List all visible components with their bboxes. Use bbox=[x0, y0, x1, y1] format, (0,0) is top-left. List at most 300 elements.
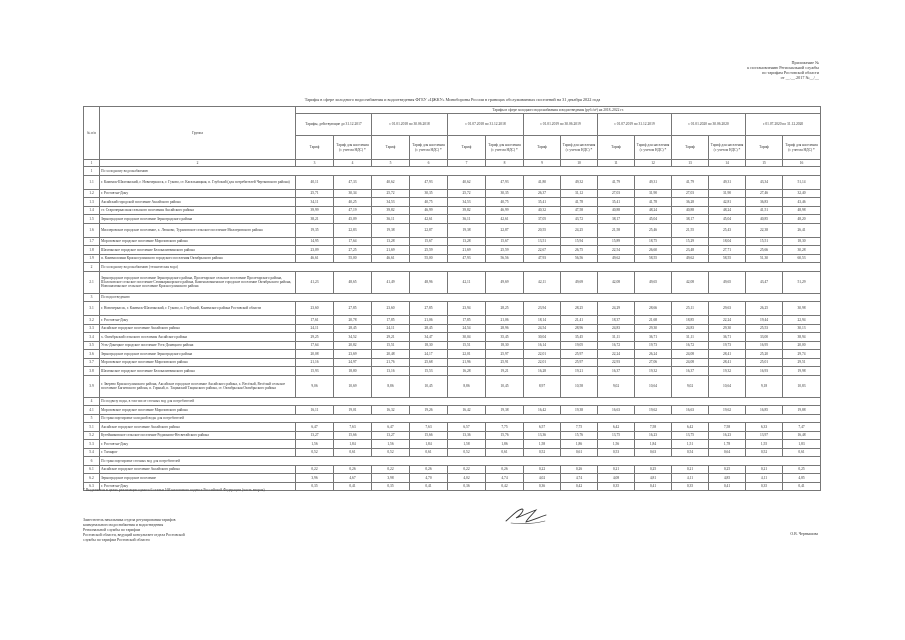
population-tariff-cell: 42,81 bbox=[709, 198, 746, 207]
population-tariff-cell: 49,31 bbox=[709, 175, 746, 189]
subheader-tariff: Тариф bbox=[598, 136, 635, 160]
tariff-cell: 18,14 bbox=[524, 316, 561, 325]
tariff-cell: 17,85 bbox=[448, 316, 486, 325]
population-tariff-cell: 0,25 bbox=[783, 465, 821, 474]
population-tariff-cell: 15,66 bbox=[334, 431, 372, 440]
table-row bbox=[84, 406, 821, 415]
tariff-cell: 3,96 bbox=[296, 474, 334, 483]
population-tariff-cell: 4,74 bbox=[561, 474, 598, 483]
tariff-cell: 19,44 bbox=[746, 316, 783, 325]
population-tariff-cell: 22,24 bbox=[709, 316, 746, 325]
population-tariff-cell: 45,04 bbox=[709, 215, 746, 224]
population-tariff-cell: 36,71 bbox=[635, 333, 672, 342]
tariff-cell: 43,34 bbox=[746, 175, 783, 189]
row-name: Морозовское городское поселение Морозовского района bbox=[100, 237, 296, 246]
population-tariff-cell: 1,86 bbox=[486, 440, 524, 449]
tariff-cell: 17,85 bbox=[372, 316, 410, 325]
tariff-cell: 9,02 bbox=[672, 375, 709, 397]
table-row bbox=[84, 440, 821, 449]
column-number: 6 bbox=[410, 160, 448, 167]
row-number: 3.2 bbox=[84, 316, 100, 325]
row-name: г. Таганрог bbox=[100, 448, 296, 457]
tariff-cell: 16,72 bbox=[598, 341, 635, 350]
tariff-cell: 40,62 bbox=[372, 175, 410, 189]
subheader-tariff: Тариф bbox=[448, 136, 486, 160]
tariff-cell: 4,11 bbox=[672, 474, 709, 483]
population-tariff-cell: 29,74 bbox=[783, 350, 821, 359]
row-number: 1.1 bbox=[84, 175, 100, 189]
tariff-cell: 51,30 bbox=[746, 254, 783, 263]
header-period: с 01.07.2018 по 31.12.2018 bbox=[448, 114, 524, 136]
tariff-cell: 38,17 bbox=[672, 215, 709, 224]
population-tariff-cell: 56,56 bbox=[486, 254, 524, 263]
tariff-cell: 15,51 bbox=[448, 341, 486, 350]
population-tariff-cell: 18,80 bbox=[334, 367, 372, 376]
population-tariff-cell: 20,78 bbox=[334, 316, 372, 325]
population-tariff-cell: 28,25 bbox=[561, 302, 598, 316]
row-number: 1.5 bbox=[84, 215, 100, 224]
population-tariff-cell: 15,94 bbox=[561, 237, 598, 246]
section-row bbox=[84, 414, 821, 423]
population-tariff-cell: 15,67 bbox=[410, 237, 448, 246]
column-number: 9 bbox=[524, 160, 561, 167]
table-row bbox=[84, 431, 821, 440]
tariff-cell: 0,21 bbox=[746, 465, 783, 474]
tariff-cell: 25,71 bbox=[296, 189, 334, 198]
tariff-cell: 30,04 bbox=[448, 333, 486, 342]
population-tariff-cell: 15,76 bbox=[561, 431, 598, 440]
population-tariff-cell: 19,32 bbox=[635, 367, 672, 376]
column-number: 12 bbox=[635, 160, 672, 167]
tariff-cell: 13,36 bbox=[448, 431, 486, 440]
table-row bbox=[84, 341, 821, 350]
tariff-cell: 40,88 bbox=[672, 206, 709, 215]
table-row bbox=[84, 448, 821, 457]
row-number: 5.4 bbox=[84, 448, 100, 457]
population-tariff-cell: 16,23 bbox=[709, 431, 746, 440]
tariff-cell: 36,83 bbox=[746, 198, 783, 207]
population-tariff-cell: 25,97 bbox=[561, 358, 598, 367]
tariff-cell: 6,57 bbox=[524, 423, 561, 432]
tariff-cell: 13,27 bbox=[372, 431, 410, 440]
section-row bbox=[84, 293, 821, 302]
header-period: с 01.01.2020 по 30.06.2020 bbox=[672, 114, 746, 136]
table-row bbox=[84, 271, 821, 293]
population-tariff-cell: 34,47 bbox=[410, 333, 448, 342]
tariff-cell: 16,28 bbox=[448, 367, 486, 376]
tariff-cell: 40,62 bbox=[448, 175, 486, 189]
population-tariff-cell: 31,12 bbox=[561, 189, 598, 198]
population-tariff-cell: 29,51 bbox=[783, 358, 821, 367]
tariff-cell: 25,72 bbox=[372, 189, 410, 198]
population-tariff-cell: 43,72 bbox=[561, 215, 598, 224]
tariff-cell: 33,00 bbox=[746, 333, 783, 342]
row-number: 1.6 bbox=[84, 223, 100, 237]
row-name: Миллеровское городское поселение, х. Леоново, Туриловское сельское поселение Миллеровского района bbox=[100, 223, 296, 237]
tariff-cell: 49,62 bbox=[598, 254, 635, 263]
tariff-cell: 42,08 bbox=[598, 271, 635, 293]
row-name: г. Ростов-на-Дону bbox=[100, 189, 296, 198]
tariff-cell: 16,37 bbox=[672, 367, 709, 376]
tariff-cell: 39,82 bbox=[372, 206, 410, 215]
tariff-cell: 15,51 bbox=[746, 237, 783, 246]
tariff-cell: 24,54 bbox=[524, 324, 561, 333]
tariff-cell: 25,66 bbox=[746, 246, 783, 255]
tariff-cell: 26,25 bbox=[746, 302, 783, 316]
population-tariff-cell: 30,28 bbox=[783, 246, 821, 255]
tariff-cell: 23,60 bbox=[296, 302, 334, 316]
appendix-line: по тарифам Ростовской области bbox=[762, 70, 819, 76]
tariff-cell: 47,93 bbox=[448, 254, 486, 263]
population-tariff-cell: 1,86 bbox=[561, 440, 598, 449]
table-row bbox=[84, 465, 821, 474]
tariff-cell: 16,85 bbox=[746, 406, 783, 415]
tariff-cell: 20,08 bbox=[296, 350, 334, 359]
tariff-cell: 24,11 bbox=[372, 324, 410, 333]
population-tariff-cell: 55,00 bbox=[410, 254, 448, 263]
tariff-cell: 30,04 bbox=[524, 333, 561, 342]
subheader-population-tariff: Тариф для населения (с учетом НДС) * bbox=[783, 136, 821, 160]
row-name: По подвозу воды, в том числе сточных вод для потребителей bbox=[100, 397, 821, 406]
population-tariff-cell: 31,90 bbox=[709, 189, 746, 198]
tariff-cell: 40,88 bbox=[598, 206, 635, 215]
population-tariff-cell: 48,65 bbox=[334, 271, 372, 293]
tariff-cell: 20,48 bbox=[372, 350, 410, 359]
population-tariff-cell: 0,61 bbox=[410, 448, 448, 457]
tariff-cell: 39,99 bbox=[296, 206, 334, 215]
tariff-cell: 21,69 bbox=[372, 246, 410, 255]
tariff-cell: 1,56 bbox=[372, 440, 410, 449]
tariff-cell: 19,35 bbox=[296, 223, 334, 237]
column-number: 10 bbox=[561, 160, 598, 167]
population-tariff-cell: 25,97 bbox=[561, 350, 598, 359]
appendix-line: Приложение № bbox=[791, 60, 819, 65]
row-name: Зерноградское городское поселение bbox=[100, 474, 296, 483]
row-number: 1.7 bbox=[84, 237, 100, 246]
population-tariff-cell: 19,05 bbox=[561, 341, 598, 350]
population-tariff-cell: 24,25 bbox=[561, 223, 598, 237]
row-name: Морозовское городское поселение Морозовского района bbox=[100, 406, 296, 415]
table-row bbox=[84, 316, 821, 325]
row-name: По транспортировке сточных вод для потребителей bbox=[100, 457, 821, 466]
tariff-cell: 0,35 bbox=[296, 482, 334, 491]
tariff-cell: 35,41 bbox=[598, 198, 635, 207]
table-row bbox=[84, 367, 821, 376]
population-tariff-cell: 0,41 bbox=[334, 482, 372, 491]
column-number: 14 bbox=[709, 160, 746, 167]
tariff-cell: 41,79 bbox=[598, 175, 635, 189]
column-number: 7 bbox=[448, 160, 486, 167]
tariff-cell: 22,01 bbox=[524, 350, 561, 359]
tariff-cell: 29,21 bbox=[372, 333, 410, 342]
tariff-cell: 34,53 bbox=[372, 198, 410, 207]
population-tariff-cell: 4,85 bbox=[783, 474, 821, 483]
tariff-cell: 36,11 bbox=[372, 215, 410, 224]
population-tariff-cell: 1,84 bbox=[334, 440, 372, 449]
table-row bbox=[84, 350, 821, 359]
population-tariff-cell: 1,83 bbox=[783, 440, 821, 449]
population-tariff-cell: 0,41 bbox=[410, 482, 448, 491]
population-tariff-cell: 47,93 bbox=[410, 175, 448, 189]
population-tariff-cell: 49,31 bbox=[635, 175, 672, 189]
row-name: г. Ростов-на-Дону bbox=[100, 482, 296, 491]
header-period: с 01.01.2019 по 30.06.2019 bbox=[524, 114, 598, 136]
tariff-cell: 15,93 bbox=[296, 367, 334, 376]
row-number: 2.1 bbox=[84, 271, 100, 293]
column-number: 13 bbox=[672, 160, 709, 167]
population-tariff-cell: 16,48 bbox=[783, 431, 821, 440]
tariff-cell: 40,32 bbox=[524, 206, 561, 215]
population-tariff-cell: 20,82 bbox=[334, 341, 372, 350]
row-name: г. Ростов-на-Дону bbox=[100, 440, 296, 449]
population-tariff-cell: 7,58 bbox=[709, 423, 746, 432]
population-tariff-cell: 45,04 bbox=[635, 215, 672, 224]
population-tariff-cell: 10,45 bbox=[410, 375, 448, 397]
row-number: 1.3 bbox=[84, 198, 100, 207]
header-period: с 01.01.2018 по 30.06.2018 bbox=[372, 114, 448, 136]
population-tariff-cell: 43,46 bbox=[783, 198, 821, 207]
population-tariff-cell: 42,61 bbox=[410, 215, 448, 224]
population-tariff-cell: 18,30 bbox=[410, 341, 448, 350]
population-tariff-cell: 1,84 bbox=[410, 440, 448, 449]
tariff-cell: 37,05 bbox=[524, 215, 561, 224]
population-tariff-cell: 0,26 bbox=[561, 465, 598, 474]
population-tariff-cell: 25,97 bbox=[486, 350, 524, 359]
population-tariff-cell: 18,30 bbox=[486, 341, 524, 350]
tariff-cell: 36,11 bbox=[448, 215, 486, 224]
tariff-cell: 16,37 bbox=[598, 367, 635, 376]
population-tariff-cell: 0,26 bbox=[486, 465, 524, 474]
tariff-cell: 29,25 bbox=[296, 333, 334, 342]
tariff-cell: 1,51 bbox=[672, 440, 709, 449]
table-row bbox=[84, 324, 821, 333]
tariff-cell: 25,11 bbox=[672, 302, 709, 316]
tariff-cell: 22,93 bbox=[598, 358, 635, 367]
population-tariff-cell: 0,26 bbox=[334, 465, 372, 474]
tariff-cell: 24,83 bbox=[672, 324, 709, 333]
population-tariff-cell: 48,24 bbox=[709, 206, 746, 215]
table-row bbox=[84, 474, 821, 483]
table-row bbox=[84, 215, 821, 224]
population-tariff-cell: 38,94 bbox=[783, 333, 821, 342]
tariff-cell: 25,72 bbox=[448, 189, 486, 198]
tariff-cell: 15,51 bbox=[372, 341, 410, 350]
population-tariff-cell: 27,25 bbox=[334, 246, 372, 255]
population-tariff-cell: 49,65 bbox=[709, 271, 746, 293]
tariff-cell: 38,17 bbox=[598, 215, 635, 224]
row-name: г. Ростов-на-Дону bbox=[100, 316, 296, 325]
tariff-cell: 41,79 bbox=[672, 175, 709, 189]
subheader-tariff: Тариф bbox=[746, 136, 783, 160]
population-tariff-cell: 0,25 bbox=[709, 465, 746, 474]
population-tariff-cell: 23,69 bbox=[334, 350, 372, 359]
row-name: Аксайское городское поселение Аксайского района bbox=[100, 324, 296, 333]
row-name: Кутейниковское сельское поселение Родионово-Несветайского района bbox=[100, 431, 296, 440]
population-tariff-cell: 19,62 bbox=[635, 406, 672, 415]
tariff-cell: 24,08 bbox=[672, 358, 709, 367]
tariff-cell: 42,08 bbox=[672, 271, 709, 293]
tariff-cell: 0,53 bbox=[598, 448, 635, 457]
population-tariff-cell: 18,30 bbox=[783, 237, 821, 246]
row-number: 3.4 bbox=[84, 333, 100, 342]
population-tariff-cell: 47,93 bbox=[486, 175, 524, 189]
column-number: 11 bbox=[598, 160, 635, 167]
tariff-cell: 24,54 bbox=[448, 324, 486, 333]
population-tariff-cell: 24,17 bbox=[410, 350, 448, 359]
table-row bbox=[84, 333, 821, 342]
population-tariff-cell: 19,21 bbox=[561, 367, 598, 376]
population-tariff-cell: 30,35 bbox=[410, 189, 448, 198]
population-tariff-cell: 48,24 bbox=[635, 206, 672, 215]
population-tariff-cell: 10,58 bbox=[561, 375, 598, 397]
row-number: 3.5 bbox=[84, 341, 100, 350]
table-row bbox=[84, 189, 821, 198]
population-tariff-cell: 4,74 bbox=[486, 474, 524, 483]
tariff-cell: 13,75 bbox=[598, 431, 635, 440]
population-tariff-cell: 28,41 bbox=[709, 358, 746, 367]
tariff-cell: 23,48 bbox=[672, 246, 709, 255]
population-tariff-cell: 22,87 bbox=[486, 223, 524, 237]
population-tariff-cell: 19,26 bbox=[410, 406, 448, 415]
row-name: Зерноградское городское поселение Зерноградского района bbox=[100, 350, 296, 359]
population-tariff-cell: 0,61 bbox=[486, 448, 524, 457]
population-tariff-cell: 7,47 bbox=[783, 423, 821, 432]
population-tariff-cell: 36,71 bbox=[709, 333, 746, 342]
appendix-block bbox=[649, 60, 819, 80]
population-tariff-cell: 0,42 bbox=[561, 482, 598, 491]
tariff-cell: 0,35 bbox=[372, 482, 410, 491]
tariff-cell: 36,28 bbox=[672, 198, 709, 207]
population-tariff-cell: 49,69 bbox=[486, 271, 524, 293]
population-tariff-cell: 22,83 bbox=[334, 223, 372, 237]
tariff-cell: 47,93 bbox=[524, 254, 561, 263]
population-tariff-cell: 25,59 bbox=[486, 246, 524, 255]
population-tariff-cell: 30,98 bbox=[783, 302, 821, 316]
tariff-cell: 40,85 bbox=[746, 215, 783, 224]
row-name: г. Зверево Красносулинского района, Аксайское городское поселение Аксайского района, х. Весёлый, Весёлый сельское поселение Багаевского района, п. Горный, п. Тацинский Тацинского района, ст. Октябрьская Октябрьского района bbox=[100, 375, 296, 397]
header-number: № п/п bbox=[84, 107, 100, 160]
tariff-cell: 27,46 bbox=[746, 189, 783, 198]
population-tariff-cell: 41,78 bbox=[561, 198, 598, 207]
tariff-cell: 20,55 bbox=[524, 223, 561, 237]
row-name: По транспортировке холодной воды для потребителей bbox=[100, 414, 821, 423]
population-tariff-cell: 28,25 bbox=[486, 302, 524, 316]
row-number: 6 bbox=[84, 457, 100, 466]
column-number: 8 bbox=[486, 160, 524, 167]
table-head bbox=[84, 107, 821, 167]
population-tariff-cell: 21,06 bbox=[410, 316, 448, 325]
tariff-cell: 0,21 bbox=[598, 465, 635, 474]
population-tariff-cell: 46,99 bbox=[410, 206, 448, 215]
population-tariff-cell: 10,83 bbox=[783, 375, 821, 397]
row-number: 1.8 bbox=[84, 246, 100, 255]
tariff-cell: 42,11 bbox=[448, 271, 486, 293]
tariff-cell: 0,22 bbox=[524, 465, 561, 474]
population-tariff-cell: 47,58 bbox=[561, 206, 598, 215]
tariff-cell: 13,75 bbox=[672, 431, 709, 440]
population-tariff-cell: 19,73 bbox=[709, 341, 746, 350]
table-row bbox=[84, 237, 821, 246]
population-tariff-cell: 51,29 bbox=[783, 271, 821, 293]
row-number: 5.2 bbox=[84, 431, 100, 440]
tariff-cell: 9,02 bbox=[598, 375, 635, 397]
population-tariff-cell: 1,78 bbox=[709, 440, 746, 449]
row-name: г. Каменск-Шахтинский, г. Новочеркасск, г. Гуково, ст. Кагальницкая, п. Глубокий (для потребителей Чертковского района) bbox=[100, 175, 296, 189]
subheader-population-tariff: Тариф для населения (с учетом НДС) * bbox=[561, 136, 598, 160]
population-tariff-cell: 60,53 bbox=[783, 254, 821, 263]
population-tariff-cell: 49,65 bbox=[635, 271, 672, 293]
tariff-cell: 41,51 bbox=[746, 206, 783, 215]
appendix-line: от __.__.2017 №__/__ bbox=[780, 75, 819, 81]
tariff-cell: 19,38 bbox=[372, 223, 410, 237]
tariff-cell: 1,56 bbox=[296, 440, 334, 449]
tariff-cell: 41,80 bbox=[524, 175, 561, 189]
tariff-cell: 22,01 bbox=[524, 358, 561, 367]
population-tariff-cell: 30,34 bbox=[334, 189, 372, 198]
tariff-cell: 21,55 bbox=[672, 223, 709, 237]
tariff-cell: 34,53 bbox=[448, 198, 486, 207]
population-tariff-cell: 42,61 bbox=[486, 215, 524, 224]
population-tariff-cell: 0,63 bbox=[635, 448, 672, 457]
population-tariff-cell: 10,64 bbox=[709, 375, 746, 397]
tariff-cell: 24,08 bbox=[672, 350, 709, 359]
population-tariff-cell: 7,63 bbox=[334, 423, 372, 432]
population-tariff-cell: 0,41 bbox=[709, 482, 746, 491]
population-tariff-cell: 40,75 bbox=[410, 198, 448, 207]
tariff-cell: 16,42 bbox=[524, 406, 561, 415]
population-tariff-cell: 4,70 bbox=[410, 474, 448, 483]
tariff-cell: 22,67 bbox=[524, 246, 561, 255]
population-tariff-cell: 48,98 bbox=[783, 206, 821, 215]
tariff-cell: 9,18 bbox=[746, 375, 783, 397]
population-tariff-cell: 0,61 bbox=[783, 448, 821, 457]
tariff-cell: 0,35 bbox=[746, 482, 783, 491]
tariff-cell: 15,29 bbox=[672, 237, 709, 246]
tariff-cell: 6,47 bbox=[372, 423, 410, 432]
population-tariff-cell: 19,32 bbox=[709, 367, 746, 376]
footnote: * Выделяется в целях реализации пункта 6 статьи 168 налогового кодекса Российской Федерации (часть вторая) bbox=[83, 488, 265, 492]
tariff-cell: 0,35 bbox=[672, 482, 709, 491]
tariff-cell: 6,33 bbox=[746, 423, 783, 432]
tariff-cell: 0,22 bbox=[296, 465, 334, 474]
section-row bbox=[84, 167, 821, 176]
population-tariff-cell: 55,00 bbox=[334, 254, 372, 263]
tariff-cell: 22,38 bbox=[746, 223, 783, 237]
row-name: Морозовское городское поселение Морозовского района bbox=[100, 358, 296, 367]
row-number: 3.6 bbox=[84, 350, 100, 359]
row-name: Шахтинское городское поселение Белокалитвинского района bbox=[100, 367, 296, 376]
population-tariff-cell: 4,81 bbox=[635, 474, 672, 483]
tariff-cell: 0,52 bbox=[296, 448, 334, 457]
section-row bbox=[84, 397, 821, 406]
tariff-cell: 22,54 bbox=[598, 246, 635, 255]
population-tariff-cell: 46,99 bbox=[486, 206, 524, 215]
population-tariff-cell: 45,09 bbox=[334, 215, 372, 224]
tariff-cell: 13,51 bbox=[524, 237, 561, 246]
population-tariff-cell: 18,75 bbox=[635, 237, 672, 246]
population-tariff-cell: 22,94 bbox=[783, 316, 821, 325]
population-tariff-cell: 21,06 bbox=[486, 316, 524, 325]
population-tariff-cell: 49,32 bbox=[561, 175, 598, 189]
tariff-cell: 13,28 bbox=[372, 237, 410, 246]
population-tariff-cell: 21,41 bbox=[561, 316, 598, 325]
tariff-cell: 42,11 bbox=[524, 271, 561, 293]
table-row bbox=[84, 302, 821, 316]
population-tariff-cell: 24,97 bbox=[334, 358, 372, 367]
tariff-cell: 38,21 bbox=[296, 215, 334, 224]
row-number: 3.1 bbox=[84, 302, 100, 316]
population-tariff-cell: 40,25 bbox=[334, 198, 372, 207]
